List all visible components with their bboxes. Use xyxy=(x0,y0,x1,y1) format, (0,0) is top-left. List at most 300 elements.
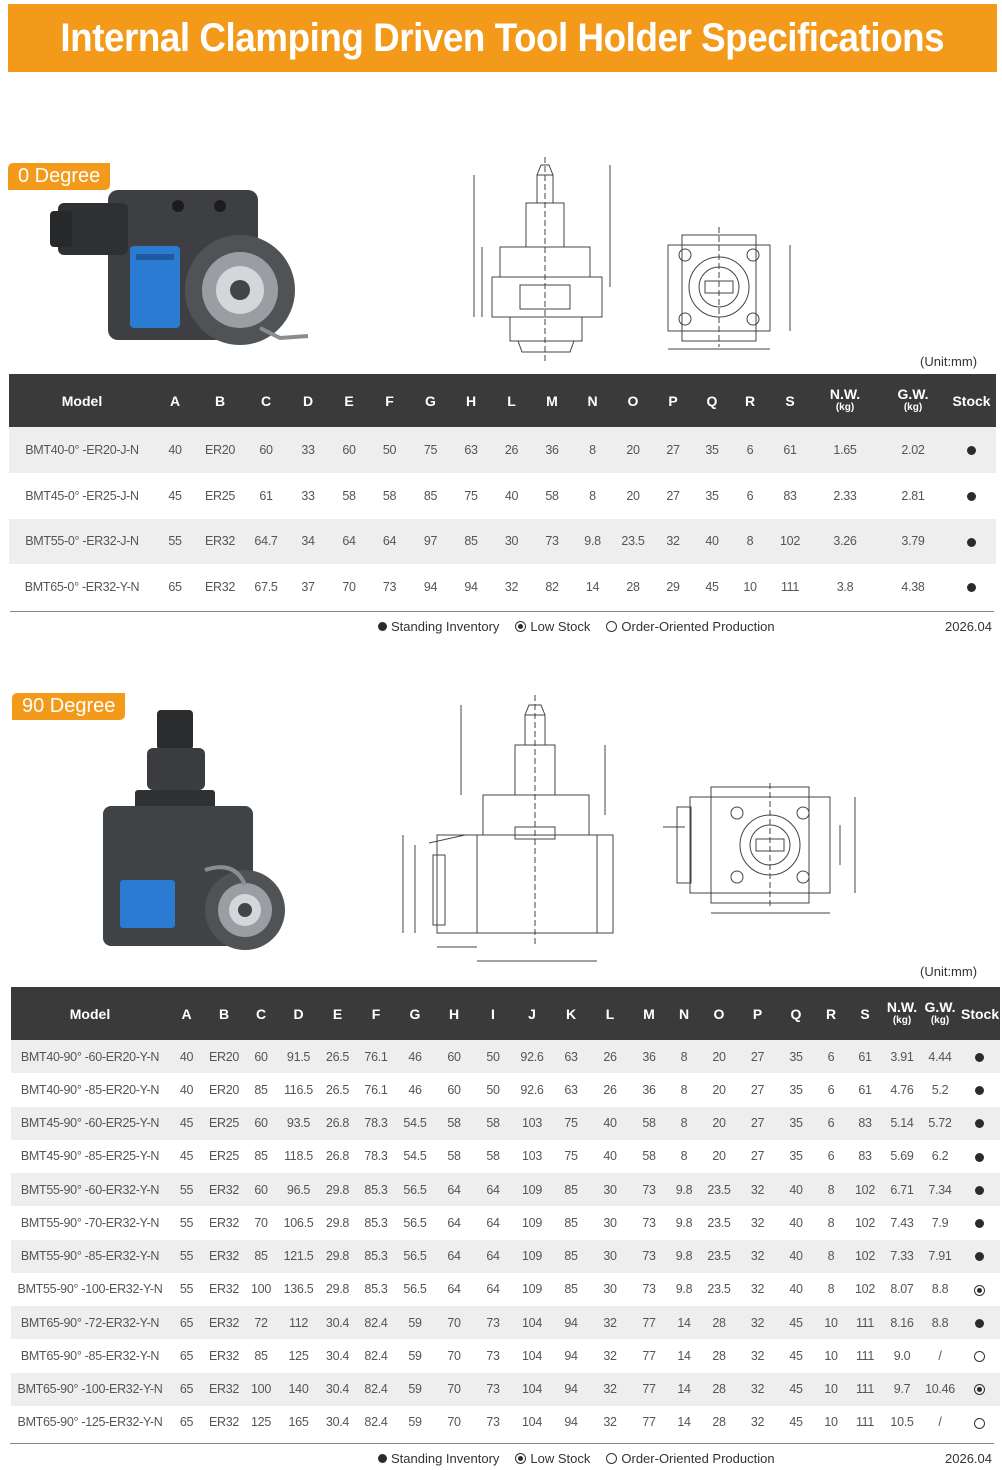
value-cell: 14 xyxy=(585,580,600,595)
value-cell: 58 xyxy=(342,488,356,503)
value-cell: 7.33 xyxy=(883,1240,921,1273)
value-cell: 63 xyxy=(552,1040,590,1073)
value-cell: 64.7 xyxy=(245,519,287,565)
value-cell: 78.3 xyxy=(364,1149,388,1164)
value-cell: 6 xyxy=(815,1040,847,1073)
value-cell: 58 xyxy=(447,1149,461,1164)
empty-ring-icon xyxy=(606,621,617,632)
stock-cell xyxy=(959,1273,1000,1306)
value-cell: ER25 xyxy=(204,488,236,503)
value-cell: 55 xyxy=(179,1282,194,1297)
stock-cell xyxy=(959,1173,1000,1206)
value-cell: 91.5 xyxy=(278,1040,319,1073)
value-cell: 40 xyxy=(590,1107,630,1140)
value-cell: 20 xyxy=(712,1149,726,1164)
value-cell: 78.3 xyxy=(356,1107,396,1140)
value-cell: 30.4 xyxy=(325,1415,350,1430)
value-cell: ER32 xyxy=(204,580,236,595)
value-cell: 64 xyxy=(447,1282,461,1297)
value-cell: 3.8 xyxy=(836,580,854,595)
value-cell: 64 xyxy=(486,1282,500,1297)
value-cell: 14 xyxy=(668,1373,700,1406)
value-cell: 73 xyxy=(486,1415,500,1430)
value-cell: 9.8 xyxy=(668,1240,700,1273)
col-header: M xyxy=(532,374,572,427)
value-cell: 9.8 xyxy=(675,1282,693,1297)
value-cell: 85.3 xyxy=(364,1282,388,1297)
table-body-0-degree xyxy=(9,427,996,610)
stock-cell xyxy=(959,1240,1000,1273)
value-cell: 27 xyxy=(653,427,693,473)
value-cell: 32 xyxy=(738,1173,777,1206)
value-cell: 28 xyxy=(700,1373,738,1406)
filled-dot-icon xyxy=(378,1454,387,1463)
value-cell: 77 xyxy=(630,1373,668,1406)
value-cell: 6 xyxy=(827,1149,835,1164)
legend-standing xyxy=(378,1451,499,1466)
value-cell: 23.5 xyxy=(613,519,653,565)
value-cell: 64 xyxy=(369,519,410,565)
value-cell: 60 xyxy=(245,427,287,473)
col-header: O xyxy=(613,374,653,427)
stock-cell xyxy=(947,519,996,565)
legend-order-label: Order-Oriented Production xyxy=(621,1451,775,1466)
value-cell: 14 xyxy=(677,1415,691,1430)
value-cell: 40 xyxy=(504,488,519,503)
value-cell: 83 xyxy=(783,488,797,503)
value-cell: 8 xyxy=(815,1173,847,1206)
stock-cell xyxy=(959,1206,1000,1239)
value-cell: 40 xyxy=(603,1149,617,1164)
value-cell: 58 xyxy=(434,1107,474,1140)
value-cell: ER32 xyxy=(195,519,245,565)
stock-cell xyxy=(959,1306,1000,1339)
filled-dot-icon xyxy=(967,538,976,547)
value-cell: 64 xyxy=(434,1173,474,1206)
value-cell: 32 xyxy=(738,1240,777,1273)
value-cell: 10 xyxy=(824,1415,838,1430)
value-cell: 70 xyxy=(447,1415,461,1430)
value-cell: 58 xyxy=(486,1149,500,1164)
value-cell: 60 xyxy=(447,1082,461,1097)
col-header: A xyxy=(155,374,195,427)
value-cell: 6 xyxy=(731,427,769,473)
model-cell: BMT45-90° -85-ER25-Y-N xyxy=(20,1149,160,1164)
value-cell: ER25 xyxy=(208,1149,240,1164)
value-cell: 32 xyxy=(750,1348,765,1363)
value-cell: 8 xyxy=(680,1082,688,1097)
col-header: P xyxy=(653,374,693,427)
value-cell: 64 xyxy=(474,1173,512,1206)
value-cell: 93.5 xyxy=(278,1107,319,1140)
value-cell: ER25 xyxy=(204,1107,244,1140)
value-cell: / xyxy=(938,1348,942,1363)
value-cell: 58 xyxy=(382,488,397,503)
value-cell: 83 xyxy=(858,1149,872,1164)
value-cell: 14 xyxy=(677,1348,691,1363)
stock-cell xyxy=(959,1073,1000,1106)
value-cell: 64 xyxy=(486,1215,500,1230)
table-body-90-degree xyxy=(11,1040,1000,1439)
value-cell: 35 xyxy=(693,427,731,473)
value-cell: 10 xyxy=(815,1306,847,1339)
value-cell: 73 xyxy=(642,1215,656,1230)
dotted-ring-icon xyxy=(515,621,526,632)
value-cell: 73 xyxy=(486,1348,500,1363)
value-cell: 8 xyxy=(827,1282,835,1297)
value-cell: 59 xyxy=(408,1348,422,1363)
value-cell: 75 xyxy=(552,1107,590,1140)
value-cell: 58 xyxy=(474,1107,512,1140)
value-cell: 45 xyxy=(168,488,182,503)
value-cell: 9.8 xyxy=(675,1215,693,1230)
col-header: C xyxy=(244,987,278,1040)
value-cell: 54.5 xyxy=(396,1107,434,1140)
title-banner xyxy=(8,4,997,72)
filled-dot-icon xyxy=(967,446,976,455)
value-cell: 23.5 xyxy=(700,1173,738,1206)
value-cell: 58 xyxy=(630,1107,668,1140)
col-header: I xyxy=(474,987,512,1040)
value-cell: 30.4 xyxy=(325,1348,350,1363)
value-cell: 112 xyxy=(278,1306,319,1339)
value-cell: 40 xyxy=(777,1240,815,1273)
table-row xyxy=(11,1306,1000,1339)
value-cell: 73 xyxy=(532,519,572,565)
stock-cell xyxy=(959,1339,1000,1372)
filled-dot-icon xyxy=(975,1219,984,1228)
value-cell: 61 xyxy=(769,427,811,473)
value-cell: 100 xyxy=(244,1373,278,1406)
value-cell: 67.5 xyxy=(254,580,278,595)
value-cell: 32 xyxy=(504,580,519,595)
value-cell: 8 xyxy=(680,1149,688,1164)
col-header: N xyxy=(572,374,613,427)
value-cell: 94 xyxy=(552,1306,590,1339)
value-cell: 2.33 xyxy=(833,488,857,503)
value-cell: ER32 xyxy=(208,1415,240,1430)
divider-2 xyxy=(10,1443,994,1444)
model-cell: BMT55-0° -ER32-J-N xyxy=(9,519,155,565)
model-cell: BMT55-90° -70-ER32-Y-N xyxy=(20,1215,160,1230)
table-row xyxy=(11,1173,1000,1206)
value-cell: 8 xyxy=(589,488,596,503)
value-cell: ER32 xyxy=(208,1215,240,1230)
value-cell: 92.6 xyxy=(520,1082,544,1097)
value-cell: ER20 xyxy=(195,427,245,473)
value-cell: 72 xyxy=(244,1306,278,1339)
value-cell: 32 xyxy=(590,1373,630,1406)
value-cell: 26.8 xyxy=(319,1107,356,1140)
value-cell: 4.38 xyxy=(901,580,925,595)
col-header: L xyxy=(491,374,532,427)
value-cell: 32 xyxy=(750,1282,765,1297)
value-cell: 26 xyxy=(491,427,532,473)
value-cell: 104 xyxy=(522,1415,542,1430)
value-cell: 30.4 xyxy=(319,1306,356,1339)
col-header: S xyxy=(847,987,883,1040)
value-cell: 30 xyxy=(603,1215,617,1230)
value-cell: 85 xyxy=(552,1173,590,1206)
dotted-ring-icon xyxy=(515,1453,526,1464)
value-cell: 40 xyxy=(155,427,195,473)
page-title: Internal Clamping Driven Tool Holder Specifications xyxy=(60,15,945,60)
value-cell: 60 xyxy=(244,1173,278,1206)
table-row xyxy=(11,1406,1000,1439)
value-cell: 33 xyxy=(287,427,329,473)
value-cell: 32 xyxy=(750,1215,765,1230)
value-cell: 40 xyxy=(179,1082,194,1097)
value-cell: 73 xyxy=(474,1306,512,1339)
value-cell: 65 xyxy=(179,1415,194,1430)
col-header-stock: Stock xyxy=(947,374,996,427)
col-header-stock: Stock xyxy=(959,987,1000,1040)
spec-table-90-degree xyxy=(11,987,1000,1439)
value-cell: 50 xyxy=(474,1040,512,1073)
col-header: F xyxy=(369,374,410,427)
value-cell: 65 xyxy=(169,1373,204,1406)
table-row xyxy=(9,564,996,610)
col-header: D xyxy=(278,987,319,1040)
stock-cell xyxy=(959,1140,1000,1173)
legend-low xyxy=(515,1451,590,1466)
value-cell: 26 xyxy=(603,1082,617,1097)
value-cell: ER20 xyxy=(204,1040,244,1073)
value-cell: 109 xyxy=(512,1240,552,1273)
value-cell: 50 xyxy=(369,427,410,473)
col-header: S xyxy=(769,374,811,427)
col-header: M xyxy=(630,987,668,1040)
value-cell: 58 xyxy=(642,1149,656,1164)
value-cell: 102 xyxy=(847,1173,883,1206)
value-cell: 20 xyxy=(700,1107,738,1140)
value-cell: 2.81 xyxy=(901,488,925,503)
value-cell: 2.02 xyxy=(879,427,947,473)
value-cell: 40 xyxy=(789,1282,803,1297)
col-header: N xyxy=(668,987,700,1040)
value-cell: 82.4 xyxy=(356,1306,396,1339)
value-cell: 5.14 xyxy=(883,1107,921,1140)
value-cell: 7.43 xyxy=(890,1215,914,1230)
value-cell: 29 xyxy=(666,580,680,595)
value-cell: 85 xyxy=(451,519,491,565)
table-row xyxy=(11,1273,1000,1306)
value-cell: 109 xyxy=(512,1173,552,1206)
value-cell: 7.34 xyxy=(921,1173,959,1206)
value-cell: 8.8 xyxy=(921,1306,959,1339)
value-cell: 136.5 xyxy=(283,1282,314,1297)
value-cell: 59 xyxy=(396,1373,434,1406)
empty-ring-icon xyxy=(974,1418,985,1429)
value-cell: 8 xyxy=(668,1107,700,1140)
col-header: F xyxy=(356,987,396,1040)
value-cell: 55 xyxy=(169,1240,204,1273)
dotted-ring-icon xyxy=(974,1384,985,1395)
value-cell: 73 xyxy=(630,1173,668,1206)
value-cell: 45 xyxy=(179,1149,194,1164)
value-cell: 27 xyxy=(750,1149,765,1164)
value-cell: 8 xyxy=(827,1215,835,1230)
value-cell: 5.69 xyxy=(890,1149,914,1164)
legend-low-label: Low Stock xyxy=(530,1451,591,1466)
value-cell: 9.0 xyxy=(893,1348,911,1363)
value-cell: 36 xyxy=(642,1082,656,1097)
value-cell: 59 xyxy=(396,1306,434,1339)
value-cell: 28 xyxy=(626,580,640,595)
value-cell: 65 xyxy=(169,1306,204,1339)
model-cell: BMT65-90° -85-ER32-Y-N xyxy=(20,1348,160,1363)
table-row xyxy=(11,1040,1000,1073)
stock-cell xyxy=(959,1373,1000,1406)
stock-cell xyxy=(947,427,996,473)
value-cell: 30 xyxy=(590,1173,630,1206)
value-cell: 85.3 xyxy=(356,1173,396,1206)
value-cell: 36 xyxy=(532,427,572,473)
value-cell: 77 xyxy=(642,1348,656,1363)
value-cell: 111 xyxy=(847,1306,883,1339)
value-cell: 35 xyxy=(789,1149,803,1164)
model-cell: BMT55-90° -85-ER32-Y-N xyxy=(11,1240,169,1273)
value-cell: ER32 xyxy=(204,1240,244,1273)
model-cell: BMT65-90° -72-ER32-Y-N xyxy=(11,1306,169,1339)
value-cell: 61 xyxy=(847,1040,883,1073)
value-cell: 56.5 xyxy=(403,1282,427,1297)
filled-dot-icon xyxy=(975,1119,984,1128)
value-cell: 94 xyxy=(464,580,478,595)
value-cell: 70 xyxy=(434,1373,474,1406)
value-cell: 60 xyxy=(244,1107,278,1140)
value-cell: 85 xyxy=(552,1240,590,1273)
col-header: Q xyxy=(777,987,815,1040)
value-cell: 3.26 xyxy=(811,519,879,565)
legend-order xyxy=(606,1451,774,1466)
value-cell: 32 xyxy=(738,1306,777,1339)
value-cell: 77 xyxy=(642,1415,656,1430)
value-cell: 8.07 xyxy=(890,1282,914,1297)
value-cell: 75 xyxy=(464,488,478,503)
dotted-ring-icon xyxy=(974,1285,985,1296)
value-cell: 14 xyxy=(668,1306,700,1339)
technical-drawing-0-degree xyxy=(470,157,810,362)
value-cell: 73 xyxy=(630,1240,668,1273)
value-cell: 92.6 xyxy=(512,1040,552,1073)
value-cell: ER32 xyxy=(208,1348,240,1363)
value-cell: 46 xyxy=(408,1082,422,1097)
filled-dot-icon xyxy=(378,622,387,631)
col-header: C xyxy=(245,374,287,427)
value-cell: 65 xyxy=(168,580,182,595)
value-cell: 5.2 xyxy=(931,1082,949,1097)
value-cell: 26.8 xyxy=(325,1149,350,1164)
value-cell: 56.5 xyxy=(396,1173,434,1206)
value-cell: 65 xyxy=(179,1348,194,1363)
stock-cell xyxy=(959,1406,1000,1439)
col-header: Model xyxy=(9,374,155,427)
value-cell: 61 xyxy=(858,1082,872,1097)
value-cell: 70 xyxy=(447,1348,461,1363)
filled-dot-icon xyxy=(975,1252,984,1261)
value-cell: 3.91 xyxy=(883,1040,921,1073)
col-header: L xyxy=(590,987,630,1040)
model-cell: BMT55-90° -60-ER32-Y-N xyxy=(11,1173,169,1206)
value-cell: 30 xyxy=(491,519,532,565)
model-cell: BMT40-90° -60-ER20-Y-N xyxy=(11,1040,169,1073)
date-label: 2026.04 xyxy=(945,619,992,634)
value-cell: / xyxy=(938,1415,942,1430)
filled-dot-icon xyxy=(975,1153,984,1162)
legend-low-label: Low Stock xyxy=(530,619,591,634)
filled-dot-icon xyxy=(975,1086,984,1095)
value-cell: 125 xyxy=(251,1415,271,1430)
stock-cell xyxy=(947,473,996,519)
value-cell: 104 xyxy=(522,1348,542,1363)
value-cell: 140 xyxy=(278,1373,319,1406)
col-header: G xyxy=(396,987,434,1040)
col-header-nw: N.W. (kg) xyxy=(883,987,921,1040)
value-cell: 116.5 xyxy=(284,1082,313,1097)
model-cell: BMT40-0° -ER20-J-N xyxy=(9,427,155,473)
value-cell: 82.4 xyxy=(356,1373,396,1406)
value-cell: 85 xyxy=(254,1149,268,1164)
table-row xyxy=(11,1140,1000,1173)
value-cell: 32 xyxy=(603,1415,617,1430)
value-cell: 6 xyxy=(815,1107,847,1140)
legend-order xyxy=(606,619,774,634)
value-cell: 64 xyxy=(434,1240,474,1273)
value-cell: 35 xyxy=(777,1040,815,1073)
value-cell: 40 xyxy=(169,1040,204,1073)
value-cell: 85 xyxy=(423,488,438,503)
col-header: H xyxy=(434,987,474,1040)
value-cell: 104 xyxy=(512,1373,552,1406)
value-cell: 10 xyxy=(815,1373,847,1406)
col-header: E xyxy=(319,987,356,1040)
value-cell: 23.5 xyxy=(707,1215,731,1230)
table-row xyxy=(11,1373,1000,1406)
value-cell: 7.9 xyxy=(931,1215,949,1230)
value-cell: 73 xyxy=(382,580,397,595)
value-cell: 35 xyxy=(777,1107,815,1140)
value-cell: 45 xyxy=(789,1415,803,1430)
value-cell: 85 xyxy=(254,1082,268,1097)
value-cell: ER32 xyxy=(204,1306,244,1339)
value-cell: 28 xyxy=(712,1415,726,1430)
value-cell: 50 xyxy=(486,1082,500,1097)
value-cell: 85 xyxy=(244,1240,278,1273)
col-header: R xyxy=(731,374,769,427)
table-row xyxy=(9,427,996,473)
value-cell: 82.4 xyxy=(364,1348,388,1363)
value-cell: 125 xyxy=(288,1348,309,1363)
stock-legend xyxy=(378,619,775,634)
value-cell: ER32 xyxy=(204,1173,244,1206)
table-row xyxy=(11,1206,1000,1239)
value-cell: 8 xyxy=(668,1040,700,1073)
value-cell: 76.1 xyxy=(356,1040,396,1073)
value-cell: 55 xyxy=(155,519,195,565)
value-cell: 8 xyxy=(572,427,613,473)
value-cell: 9.7 xyxy=(883,1373,921,1406)
value-cell: 45 xyxy=(705,580,719,595)
table-row xyxy=(11,1339,1000,1372)
value-cell: 6 xyxy=(827,1082,835,1097)
value-cell: 100 xyxy=(251,1282,271,1297)
value-cell: 109 xyxy=(522,1282,542,1297)
value-cell: 64 xyxy=(474,1240,512,1273)
value-cell: 83 xyxy=(847,1107,883,1140)
model-cell: BMT40-90° -85-ER20-Y-N xyxy=(20,1082,160,1097)
value-cell: 73 xyxy=(642,1282,656,1297)
